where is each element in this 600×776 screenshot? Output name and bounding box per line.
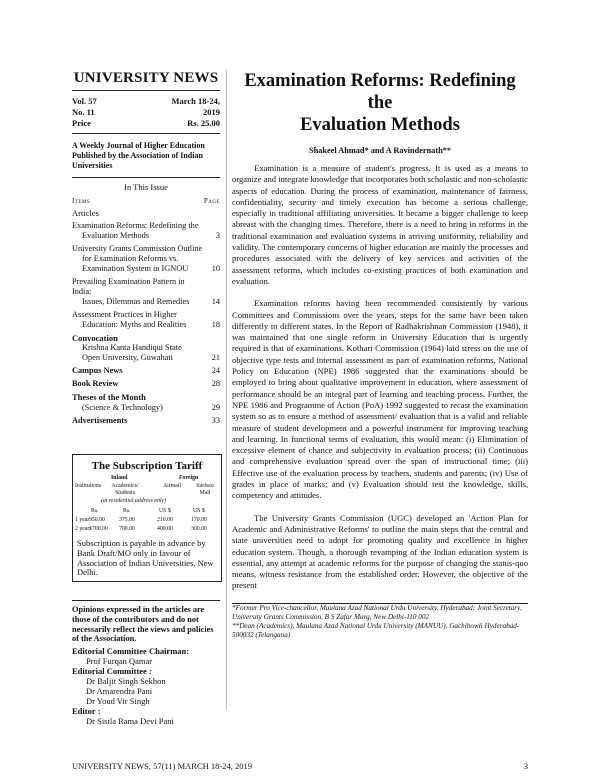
sidebar: [72, 70, 220, 426]
opinion-disclaimer: Opinions expressed in the articles are those of the contributors and do not necessarily reflect the views and policies of the Association.: [72, 605, 214, 644]
editor-label: Editor :: [72, 706, 101, 717]
subscription-tariff-box: [72, 454, 222, 582]
tariff-title: The Subscription Tariff: [91, 460, 203, 472]
issue-year: 2019: [203, 107, 220, 117]
page-label: Page: [203, 197, 220, 205]
subscription-note: Subscription is payable in advance by Bank Draft/MO only in favour of Association of Indian Universities, New Delhi.: [77, 538, 214, 578]
committee-member: Dr Baljit Singh Sekhon: [86, 676, 166, 687]
committee-member: Dr Youd Vir Singh: [86, 696, 150, 707]
article-paragraph: The University Grants Commission (UGC) developed an 'Action Plan for Academic and Administrative Reforms' to outline the main steps that the central and state universities need to adopt for promoting quality and excellence in higher education system. Though, a thorough revamping of the Indian education system is essential, any attempt at academic reforms for the purpose of changing the status-quo means, witness resistance from the established order. However, the objective of the present: [232, 512, 528, 591]
divider: [72, 90, 220, 91]
issue-no: No. 11: [72, 107, 95, 117]
footer-citation: UNIVERSITY NEWS, 57(11) MARCH 18-24, 2019: [72, 761, 252, 771]
chair-name: Prof Furqan Qamar: [86, 656, 153, 667]
price: Rs. 25.00: [187, 118, 220, 128]
editorial-info: [72, 600, 220, 726]
tariff-table: Inland Foreign Institutions Academics/ Students Airmail Surface Mail (at residential address only) Rs. Rs. US $ US $ 1 year 950.00 375.00 210.00 170.00 2 years 1700.00 700.00 400.00 300.00: [75, 475, 214, 532]
masthead-title: UNIVERSITY NEWS: [73, 70, 219, 86]
articles-label: Articles: [72, 208, 99, 218]
vol: Vol. 57: [72, 96, 97, 106]
toc-item[interactable]: Book Review 28: [72, 379, 220, 389]
items-label: Items: [72, 197, 91, 205]
price-label: Price: [72, 118, 91, 128]
toc-item[interactable]: Examination Reforms: Redefining the Evaluation Methods 3: [72, 221, 220, 241]
toc-item[interactable]: Krishna Kanta Handiqui State Open University, Guwahati 21: [82, 343, 220, 363]
journal-description: A Weekly Journal of Higher Education Published by the Association of Indian Universities: [72, 141, 205, 170]
toc-item[interactable]: University Grants Commission Outline for Examination Reforms vs. Examination System in IGNOU 10: [72, 244, 220, 274]
toc-item[interactable]: Assessment Practices in Higher Education: Myths and Realities 18: [72, 310, 220, 330]
toc-item[interactable]: Advertisements 33: [72, 415, 220, 425]
divider: [72, 133, 220, 134]
toc-column-headers: [72, 197, 220, 205]
issue-date: March 18-24,: [171, 96, 220, 106]
article: [232, 70, 528, 641]
article-paragraph: Examination is a measure of student's progress. It is used as a means to organize and integrate knowledge that incorporates both scholastic and non-scholastic aspects of education. During the process of examination, maintenance of fairness, confidentiality, security and timely execution has become a serious challenge, especially in traditional affiliating universities. It became a bigger challenge to keep abreast with the changing times. Therefore, there is a need to bring in reforms in the traditional examination and evaluation systems in arriving uniformity, reliability and validity. The contemporary concerns of higher education are mainly the processes and procedures associated with the delivery of key services and activities of the assessment reforms, which includes co-existing practices of both examination and evaluation.: [232, 163, 528, 286]
convocation-label: Convocation: [72, 333, 118, 344]
toc-item[interactable]: Campus News 24: [72, 366, 220, 376]
toc-item[interactable]: (Science & Technology) 29: [82, 402, 220, 412]
divider: [72, 177, 220, 178]
article-paragraph: Examination reforms having been recommended consistently by various Committees and Commissions over the years, steps for the same have been taken differently in different states. In the Report of Radhakrishnan Commission (1948), it was maintained that one single reform in University Education that is urgently required is that of examinations. Kothari Commission (1964) laid stress on the use of objective type tests and internal assessment as part of examination reforms. National Policy on Education (NPE) 1986 suggested that the examinations should be employed to bring about qualitative improvement in education, where assessment of performance should be an integral part of learning and teaching process. Further, the NPE 1986 and Programme of Action (PoA) 1992 suggested to recast the examination system so as to ensure a method of assessment/ evaluation that is a valid and reliable measure of student development and a powerful instrument for improving teaching and learning. In functional terms of evaluation, this would mean: (i) Elimination of excessive element of chance and subjectivity in evaluation process; (ii) Continuous and comprehensive evaluation spread over the span of instructional time; (iii) Effective use of the evaluation process by teachers, students and parents; (iv) Use of grades in place of marks; and (v) Evaluation should test the knowledge, skills, competency and attitudes.: [232, 298, 528, 501]
divider: [72, 600, 220, 601]
toc-heading: In This Issue: [124, 182, 168, 192]
footnote-1: *Former Pro Vice-chancellor, Maulana Azad National Urdu University, Hyderabad; Joint Secretary, University Grants Commission, B S Zafar Marg, New Delhi-110 002: [232, 603, 522, 621]
chair-label: Editorial Committee Chairman:: [72, 646, 190, 657]
theses-label: Theses of the Month: [72, 392, 146, 403]
page-number: 3: [523, 761, 528, 771]
price-row: [72, 118, 220, 129]
vol-row: [72, 96, 220, 107]
toc-item[interactable]: Prevailing Examination Pattern in India: Issues, Dilemmas and Remedies 14: [72, 277, 220, 307]
article-authors: Shakeel Ahmad* and A Ravindernath**: [308, 146, 451, 155]
editor-name: Dr Sistla Rama Devi Pani: [86, 716, 174, 727]
footnote-2: **Dean (Academics), Maulana Azad National Urdu University (MANUU), Gachibowli Hyderabad-500032 (Telangana): [232, 622, 520, 640]
article-title: Examination Reforms: Redefining the Evaluation Methods: [244, 71, 516, 135]
page-footer: [72, 761, 528, 771]
column-divider: [226, 70, 227, 710]
committee-label: Editorial Committee :: [72, 666, 152, 677]
committee-member: Dr Amarendra Pani: [86, 686, 153, 697]
no-row: [72, 107, 220, 118]
